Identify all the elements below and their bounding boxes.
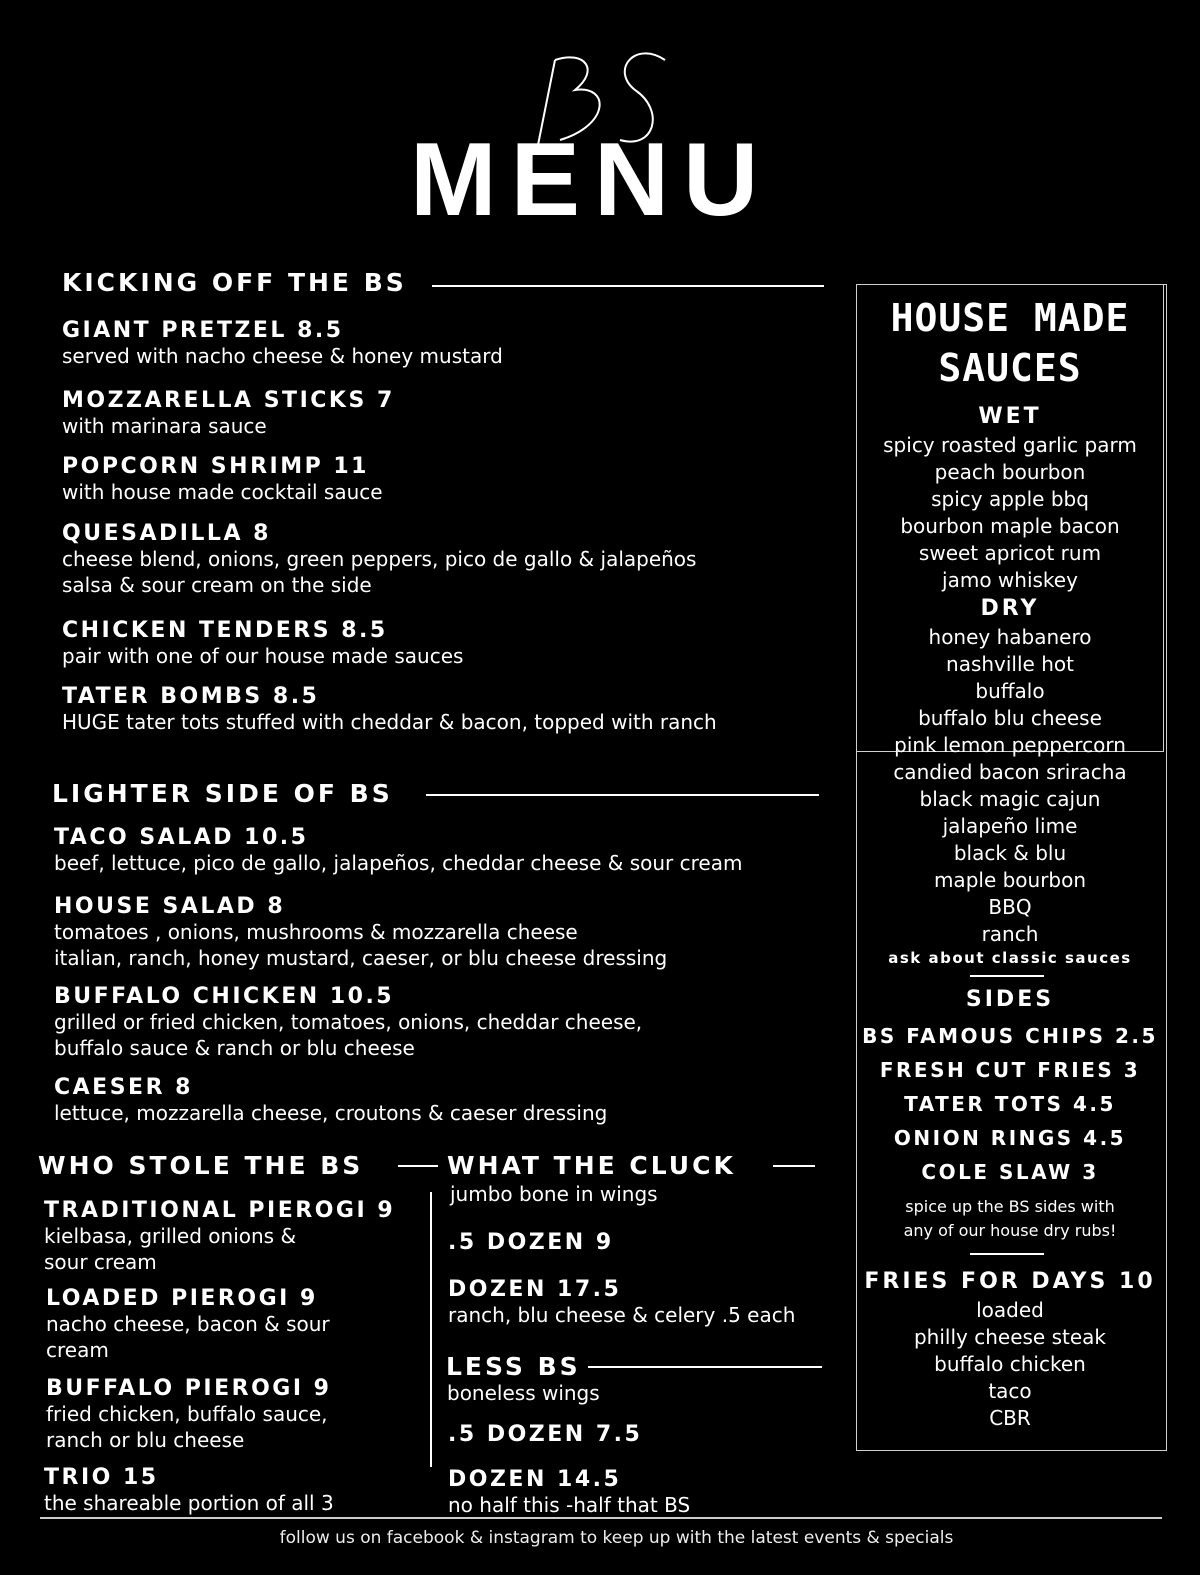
section-rule <box>398 1165 438 1167</box>
sauce-item: bourbon maple bacon <box>900 514 1120 538</box>
sauce-item: jamo whiskey <box>942 568 1078 592</box>
fries-title: FRIES FOR DAYS 10 <box>864 1269 1156 1294</box>
item-name: QUESADILLA 8 <box>62 521 271 546</box>
menu-item <box>448 1468 690 1518</box>
side-item: BS FAMOUS CHIPS 2.5 <box>862 1024 1158 1048</box>
menu-title: MENU <box>410 122 773 238</box>
menu-item <box>62 455 383 505</box>
item-name: CHICKEN TENDERS 8.5 <box>62 618 388 643</box>
item-desc: no half this -half that BS <box>448 1493 691 1517</box>
sauce-item: black magic cajun <box>919 787 1101 811</box>
sauce-item: candied bacon sriracha <box>893 760 1127 784</box>
item-desc: lettuce, mozzarella cheese, croutons & caeser dressing <box>54 1101 608 1125</box>
item-name: HOUSE SALAD 8 <box>54 894 286 919</box>
side-item: COLE SLAW 3 <box>921 1160 1099 1184</box>
sauce-item: black & blu <box>953 841 1067 865</box>
item-name: MOZZARELLA STICKS 7 <box>62 388 395 413</box>
column-divider <box>430 1192 432 1467</box>
fries-item: CBR <box>989 1406 1031 1430</box>
fries-item: buffalo chicken <box>934 1352 1086 1376</box>
menu-item <box>448 1278 795 1328</box>
section-title-less: LESS BS <box>446 1352 581 1381</box>
fries-item: loaded <box>976 1298 1044 1322</box>
item-desc: tomatoes , onions, mushrooms & mozzarella cheese <box>54 920 578 944</box>
item-desc: served with nacho cheese & honey mustard <box>62 344 503 368</box>
item-desc: salsa & sour cream on the side <box>62 573 372 597</box>
sides-note: spice up the BS sides with <box>905 1197 1115 1216</box>
sauces-title-line: HOUSE MADE <box>890 296 1130 340</box>
item-name: DOZEN 17.5 <box>448 1277 622 1302</box>
sauce-item: buffalo <box>975 679 1045 703</box>
menu-item <box>62 685 717 735</box>
sauce-item: sweet apricot rum <box>918 541 1102 565</box>
section-rule <box>773 1165 815 1167</box>
item-desc: ranch, blu cheese & celery .5 each <box>448 1303 796 1327</box>
sauce-item: jalapeño lime <box>942 814 1078 838</box>
fries-item: taco <box>988 1379 1032 1403</box>
section-intro: jumbo bone in wings <box>450 1182 658 1206</box>
item-desc: kielbasa, grilled onions & <box>44 1224 297 1248</box>
item-desc: sour cream <box>44 1250 157 1274</box>
menu-item <box>62 389 395 439</box>
section-rule <box>588 1366 822 1368</box>
item-desc: with house made cocktail sauce <box>62 480 383 504</box>
sauce-item: honey habanero <box>928 625 1092 649</box>
sauces-title-line: SAUCES <box>938 346 1082 390</box>
item-desc: cream <box>46 1338 109 1362</box>
menu-item <box>54 1076 607 1126</box>
dry-label: DRY <box>980 596 1040 621</box>
sauce-item: buffalo blu cheese <box>918 706 1102 730</box>
footer-text: follow us on facebook & instagram to keep up with the latest events & specials <box>279 1528 954 1548</box>
section-intro: boneless wings <box>447 1381 600 1405</box>
sauce-item: maple bourbon <box>933 868 1087 892</box>
sides-note: any of our house dry rubs! <box>903 1221 1117 1240</box>
item-desc: cheese blend, onions, green peppers, pico de gallo & jalapeños <box>62 547 697 571</box>
section-rule <box>432 285 824 287</box>
item-name: DOZEN 14.5 <box>448 1467 622 1492</box>
menu-item <box>54 826 742 876</box>
sides-title: SIDES <box>965 987 1055 1012</box>
side-item: ONION RINGS 4.5 <box>893 1126 1127 1150</box>
item-desc: nacho cheese, bacon & sour <box>46 1312 330 1336</box>
classic-sauces-note: ask about classic sauces <box>888 949 1132 967</box>
fries-item: philly cheese steak <box>913 1325 1106 1349</box>
sauce-item: ranch <box>981 922 1039 946</box>
menu-item <box>62 619 463 669</box>
wet-label: WET <box>978 404 1042 429</box>
section-title-stole: WHO STOLE THE BS <box>38 1151 364 1180</box>
item-desc: pair with one of our house made sauces <box>62 644 464 668</box>
menu-item <box>46 1287 330 1363</box>
item-desc: buffalo sauce & ranch or blu cheese <box>54 1036 415 1060</box>
sauce-item: pink lemon peppercorn <box>894 733 1126 757</box>
item-desc: fried chicken, buffalo sauce, <box>46 1402 328 1426</box>
item-name: POPCORN SHRIMP 11 <box>62 454 369 479</box>
item-desc: italian, ranch, honey mustard, caeser, or blu cheese dressing <box>54 946 668 970</box>
section-title-kicking: KICKING OFF THE BS <box>62 268 407 297</box>
item-name: .5 DOZEN 7.5 <box>448 1422 643 1447</box>
item-name: CAESER 8 <box>54 1075 193 1100</box>
menu-item <box>448 1423 642 1447</box>
item-name: LOADED PIEROGI 9 <box>46 1286 318 1311</box>
section-rule <box>426 794 819 796</box>
item-name: TRADITIONAL PIEROGI 9 <box>44 1198 396 1223</box>
side-item: TATER TOTS 4.5 <box>904 1092 1116 1116</box>
item-desc: grilled or fried chicken, tomatoes, onions, cheddar cheese, <box>54 1010 643 1034</box>
item-desc: the shareable portion of all 3 <box>44 1491 334 1515</box>
menu-item <box>44 1199 395 1275</box>
sauce-item: peach bourbon <box>934 460 1086 484</box>
item-name: .5 DOZEN 9 <box>448 1230 614 1255</box>
sauce-item: BBQ <box>988 895 1032 919</box>
item-name: GIANT PRETZEL 8.5 <box>62 318 344 343</box>
item-desc: ranch or blu cheese <box>46 1428 245 1452</box>
menu-item <box>46 1377 331 1453</box>
item-name: TATER BOMBS 8.5 <box>62 684 320 709</box>
item-desc: beef, lettuce, pico de gallo, jalapeños, cheddar cheese & sour cream <box>54 851 743 875</box>
item-name: BUFFALO CHICKEN 10.5 <box>54 984 395 1009</box>
item-desc: with marinara sauce <box>62 414 267 438</box>
item-name: TRIO 15 <box>44 1465 159 1490</box>
section-title-lighter: LIGHTER SIDE OF BS <box>52 779 393 808</box>
menu-item <box>54 985 642 1061</box>
item-name: TACO SALAD 10.5 <box>54 825 309 850</box>
sauce-item: spicy roasted garlic parm <box>883 433 1137 457</box>
sauce-item: nashville hot <box>946 652 1074 676</box>
menu-item <box>448 1231 614 1255</box>
menu-item <box>62 319 503 369</box>
menu-item <box>62 522 696 598</box>
sauces-panel <box>856 284 1167 1451</box>
section-title-cluck: WHAT THE CLUCK <box>447 1151 736 1180</box>
side-item: FRESH CUT FRIES 3 <box>879 1058 1141 1082</box>
menu-item <box>54 895 667 971</box>
sauce-item: spicy apple bbq <box>931 487 1089 511</box>
footer-rule <box>40 1517 1162 1519</box>
menu-item <box>44 1466 334 1516</box>
item-desc: HUGE tater tots stuffed with cheddar & bacon, topped with ranch <box>62 710 717 734</box>
item-name: BUFFALO PIEROGI 9 <box>46 1376 332 1401</box>
